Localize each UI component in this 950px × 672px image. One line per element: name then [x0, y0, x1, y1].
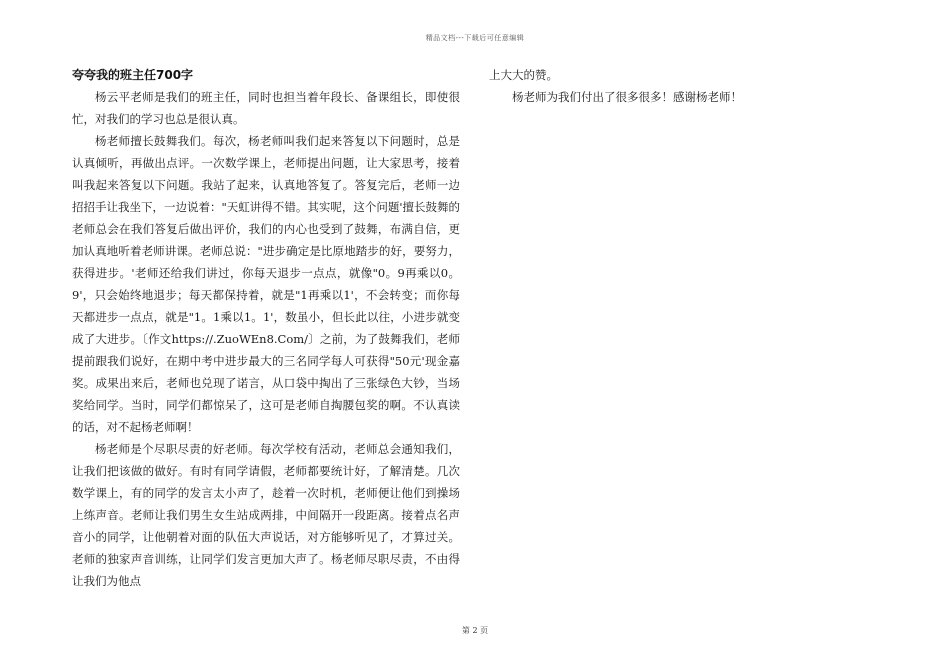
paragraph-continuation: 上大大的赞。 — [489, 68, 558, 82]
paragraph-intro: 杨云平老师是我们的班主任，同时也担当着年段长、备课组长，即使很忙，对我们的学习也总是很认真。 — [72, 90, 460, 126]
paragraph-encouragement: 杨老师擅长鼓舞我们。每次，杨老师叫我们起来答复以下问题时，总是认真倾听，再做出点评。一次数学课上，老师提出问题，让大家思考，接着叫我起来答复以下问题。我站了起来，认真地答复了。答复完后，老师一边招招手让我坐下，一边说着："天虹讲得不错。其实呢，这个问题'擅长鼓舞的老师总会在我们答复后做出评价，我们的内心也受到了鼓舞，布满自信，更加认真地听着老师讲课。老师总说："进步确定是比原地踏步的好，要努力，获得进步。'老师还给我们讲过，你每天退步一点点，就像"0。9再乘以0。9'，只会始终地退步；每天都保持着，就是"1再乘以1'，不会转变；而你每天都进步一点点，就是"1。1乘以1。1'，数虽小，但长此以往，小进步就变成了大进步。〔作文https://.ZuoWEn8.Com/〕之前，为了鼓舞我们，老师提前跟我们说好，在期中考中进步最大的三名同学每人可获得"50元'现金嘉奖。成果出来后，老师也兑现了诺言，从口袋中掏出了三张绿色大钞，当场奖给同学。当时，同学们都惊呆了，这可是老师自掏腰包奖的啊。不认真读的话，对不起杨老师啊！ — [72, 134, 460, 434]
left-column — [72, 64, 460, 592]
article-title: 夸夸我的班主任700字 — [72, 68, 194, 82]
paragraph-responsibility: 杨老师是个尽职尽责的好老师。每次学校有活动，老师总会通知我们，让我们把该做的做好。有时有同学请假，老师都要统计好，了解清楚。几次数学课上，有的同学的发言太小声了，趁着一次时机，老师便让他们到操场上练声音。老师让我们男生女生站成两排，中间隔开一段距离。接着点名声音小的同学，让他朝着对面的队伍大声说话，对方能够听见了，才算过关。老师的独家声音训练，让同学们发言更加大声了。杨老师尽职尽责，不由得让我们为他点 — [72, 442, 460, 588]
page-number: 第 2 页 — [461, 626, 489, 635]
document-header-note: 精品文档---下载后可任意编辑 — [425, 34, 525, 42]
right-column — [489, 64, 879, 108]
paragraph-closing: 杨老师为我们付出了很多很多！感谢杨老师！ — [512, 90, 742, 104]
